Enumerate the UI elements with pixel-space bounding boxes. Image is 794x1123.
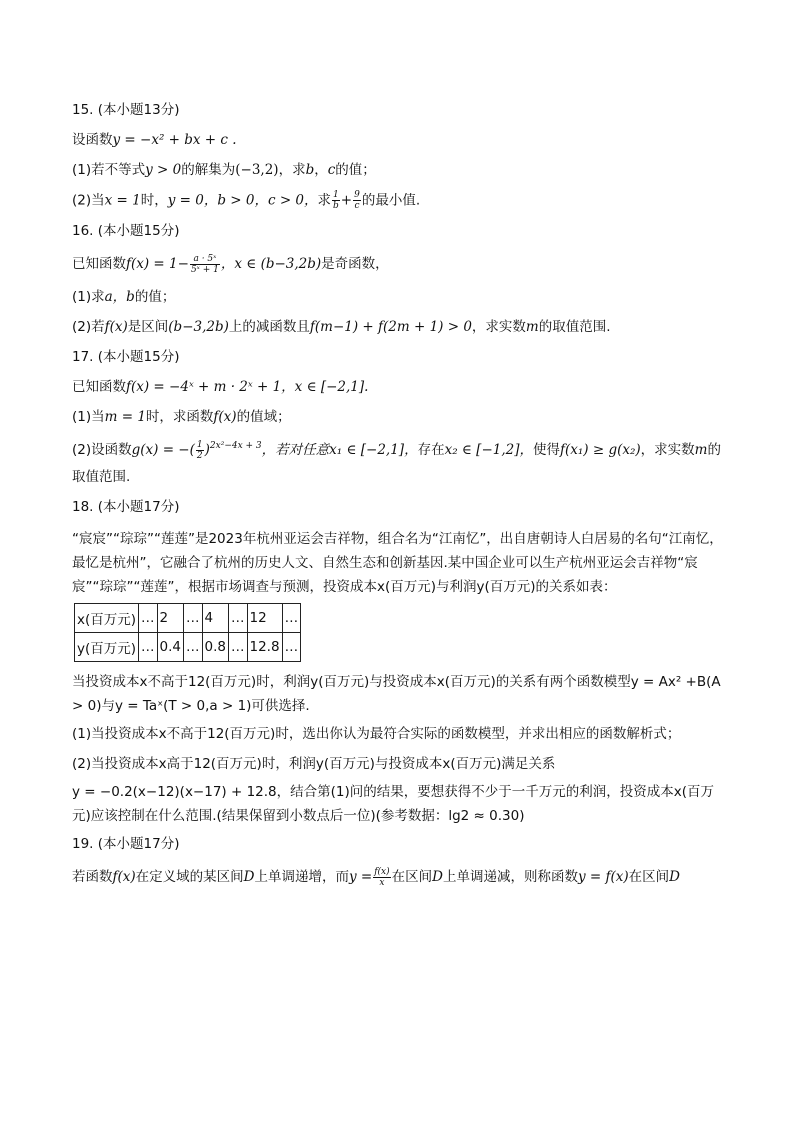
- problem-18-part-1: (1)当投资成本x不高于12(百万元)时，选出你认为最符合实际的函数模型，并求出相应的函数解析式；: [72, 726, 681, 742]
- table-cell: 4: [202, 604, 228, 633]
- table-cell: 2: [157, 604, 183, 633]
- table-cell: 12: [247, 604, 282, 633]
- fraction-fx-over-x: $\frac{f(x)}{x}$: [374, 866, 390, 888]
- problem-15-heading: 15. (本小题13分): [72, 102, 180, 118]
- problem-18-part-2-cont: y = −0.2(x−12)(x−17) + 12.8，结合第(1)问的结果，要想获得不少于一千万元的利润，投资成本x(百万元)应该控制在什么范围.(结果保留到小数点后一位)(参考数据：lg2 ≈ 0.30): [72, 784, 715, 824]
- problem-18-heading: 18. (本小题17分): [72, 499, 180, 515]
- table-cell: …: [229, 604, 248, 633]
- problem-15-stem: 设函数y = −x² + bx + c .: [72, 132, 237, 148]
- problem-16-stem: 已知函数f(x) = 1− $\frac{\text{a · 5ˣ}}{\text{5ˣ + 1}}$ ，x ∈ (b−3,2b)是奇函数，: [72, 253, 389, 275]
- table-row: [75, 633, 301, 662]
- problem-19-heading: 19. (本小题17分): [72, 836, 180, 852]
- table-cell: …: [229, 633, 248, 662]
- problem-15-part-1: (1)若不等式y > 0的解集为(−3,2)，求b，c的值；: [72, 162, 376, 178]
- table-cell: …: [282, 604, 301, 633]
- table-cell: …: [184, 633, 203, 662]
- table-cell: 0.4: [157, 633, 183, 662]
- table-cell: …: [139, 604, 158, 633]
- table-row: [75, 604, 301, 633]
- problem-16-heading: 16. (本小题15分): [72, 223, 180, 239]
- problem-17-part-1: (1)当m = 1时，求函数f(x)的值域；: [72, 409, 291, 425]
- problem-17-part-2-cont: 取值范围.: [72, 469, 131, 485]
- problem-15-part-2: (2)当x = 1时，y = 0，b > 0，c > 0，求 $\frac{1}{b}$ + $\frac{9}{c}$ 的最小值.: [72, 190, 421, 211]
- table-cell: y(百万元): [75, 633, 139, 662]
- problem-18-models: 当投资成本x不高于12(百万元)时，利润y(百万元)与投资成本x(百万元)的关系有两个函数模型y = Ax² +B(A > 0)与y = Taˣ(T > 0,a > 1)可供选择.: [72, 674, 721, 714]
- table-cell: …: [282, 633, 301, 662]
- table-cell: …: [184, 604, 203, 633]
- fraction-a5x-over-5x-plus-1: $\frac{\text{a · 5ˣ}}{\text{5ˣ + 1}}$: [190, 253, 219, 275]
- problem-17-stem: 已知函数f(x) = −4ˣ + m · 2ˣ + 1，x ∈ [−2,1].: [72, 379, 369, 395]
- investment-profit-table: [74, 603, 301, 662]
- problem-17-heading: 17. (本小题15分): [72, 349, 180, 365]
- table-cell: 0.8: [202, 633, 228, 662]
- problem-16-part-2: (2)若f(x)是区间(b−3,2b)上的减函数且f(m−1) + f(2m + 1) > 0，求实数m的取值范围.: [72, 319, 611, 335]
- fraction-1-over-b: $\frac{1}{b}$: [333, 190, 339, 211]
- fraction-9-over-c: $\frac{9}{c}$: [354, 190, 360, 211]
- fraction-one-half: $\frac{1}{2}$: [196, 439, 203, 461]
- problem-19-stem: 若函数f(x)在定义域的某区间D上单调递增，而y = $\frac{f(x)}{x}$ 在区间D上单调递减，则称函数y = f(x)在区间D: [72, 866, 680, 888]
- table-cell: 12.8: [247, 633, 282, 662]
- table-cell: x(百万元): [75, 604, 139, 633]
- problem-18-part-2: (2)当投资成本x高于12(百万元)时，利润y(百万元)与投资成本x(百万元)满足关系: [72, 756, 556, 772]
- problem-18-intro: “宸宸”“琮琮”“莲莲”是2023年杭州亚运会吉祥物，组合名为“江南忆”，出自唐朝诗人白居易的名句“江南忆，最忆是杭州”，它融合了杭州的历史人文、自然生态和创新基因.某中国企业可以生产杭州亚运会吉祥物“宸宸”“琮琮”“莲莲”，根据市场调查与预测，投资成本x(百万元)与利润y(百万元)的关系如表：: [72, 531, 723, 595]
- problem-16-part-1: (1)求a，b的值；: [72, 289, 176, 305]
- table-cell: …: [139, 633, 158, 662]
- problem-17-part-2: (2)设函数g(x) = −( $\frac{1}{2}$ )$^{2x^2-4x + 3}$，若对任意x₁ ∈ [−2,1]，存在x₂ ∈ [−1,2]，使得f(x₁) ≥ g(x₂)，求实数m的: [72, 439, 721, 461]
- exam-page: [72, 100, 732, 900]
